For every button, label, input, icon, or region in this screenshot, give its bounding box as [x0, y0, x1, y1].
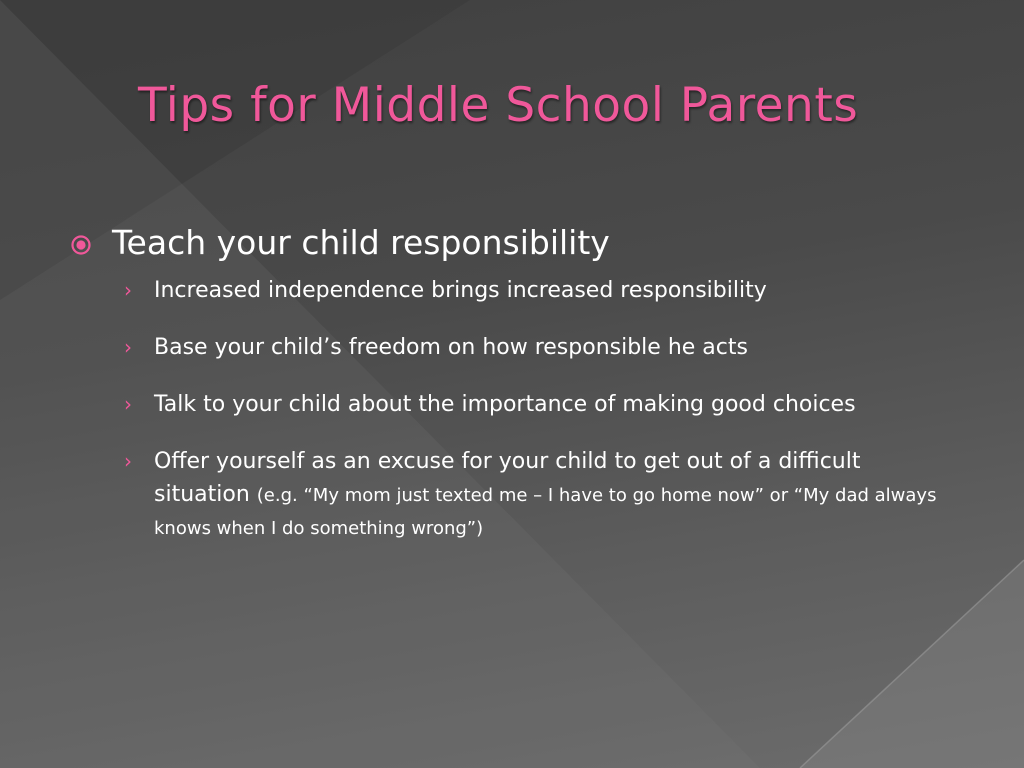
sub-bullet [70, 388, 944, 421]
sub-bullet-text: Base your child’s freedom on how responsible he acts [154, 335, 748, 360]
sub-bullet-text: Talk to your child about the importance of making good choices [154, 392, 856, 417]
sub-bullet-text: Offer yourself as an excuse for your child to get out of a difficult situation [154, 449, 861, 507]
chevron-right-icon: › [124, 278, 132, 302]
sub-bullet-list [70, 274, 970, 544]
target-bullet-icon [70, 234, 92, 256]
sub-bullet [70, 331, 944, 364]
chevron-right-icon: › [124, 449, 132, 473]
slide-content [70, 218, 970, 568]
sub-bullet [70, 445, 944, 544]
sub-bullet-text: Increased independence brings increased responsibility [154, 278, 767, 303]
main-bullet-text: Teach your child responsibility [112, 223, 610, 262]
main-bullet [70, 218, 970, 268]
sub-bullet [70, 274, 944, 307]
slide-title: Tips for Middle School Parents [138, 78, 859, 133]
chevron-right-icon: › [124, 335, 132, 359]
chevron-right-icon: › [124, 392, 132, 416]
sub-bullet-note: (e.g. “My mom just texted me – I have to go home now” or “My dad always knows when I do something wrong”) [154, 485, 937, 539]
